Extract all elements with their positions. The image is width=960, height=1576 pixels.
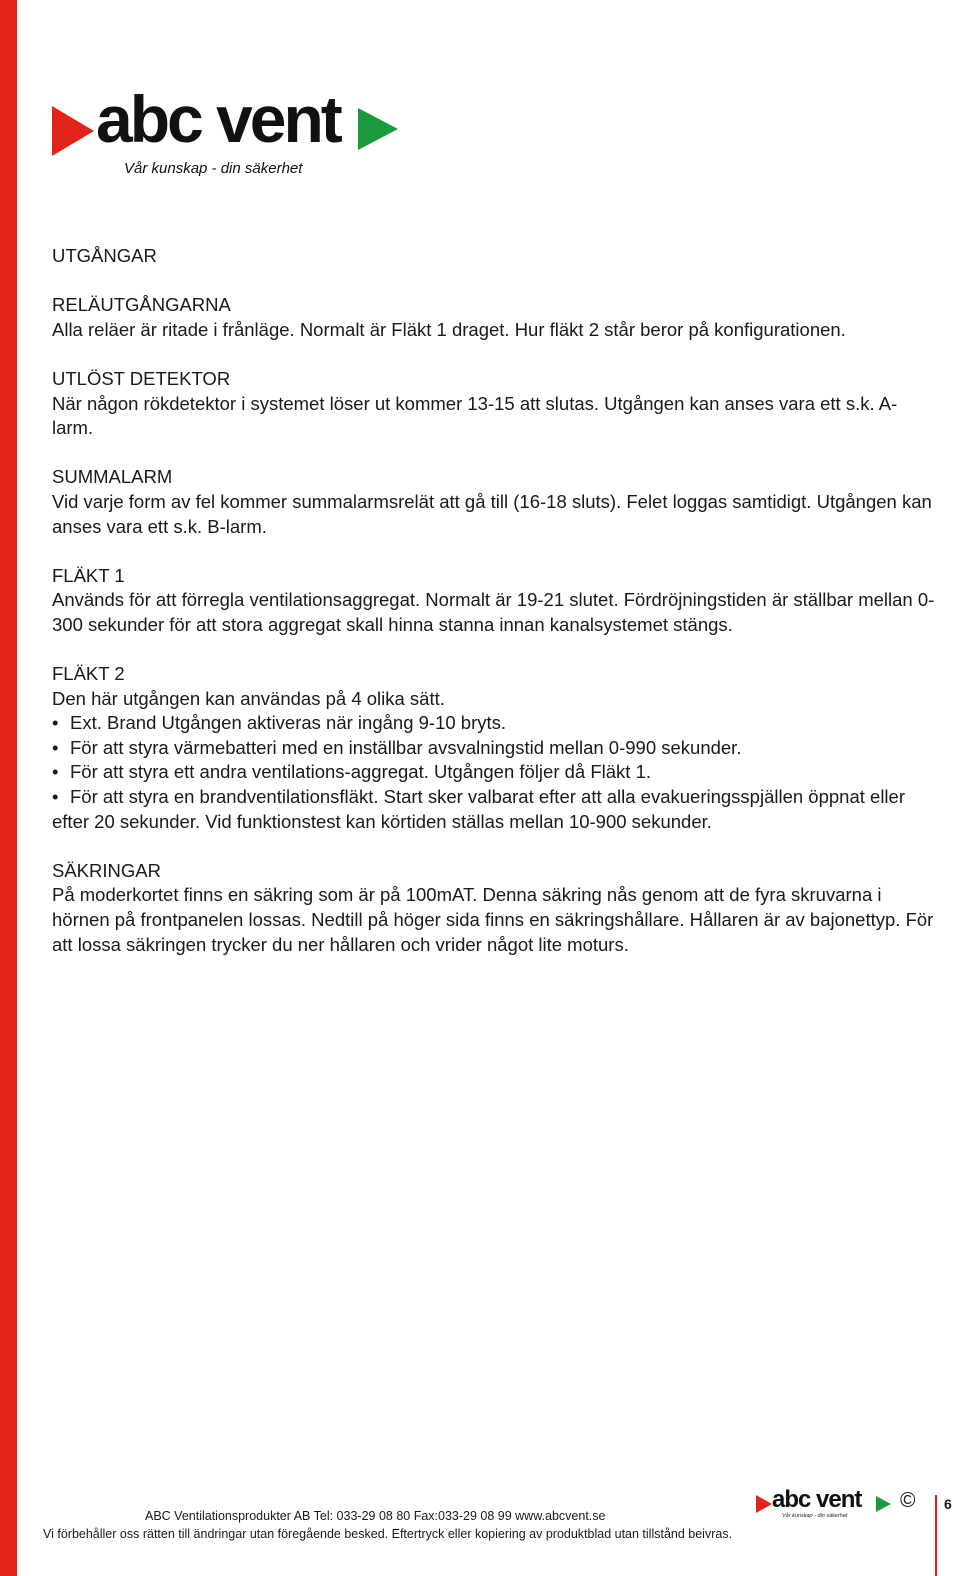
footer-company-line: ABC Ventilationsprodukter AB Tel: 033-29 08 80 Fax:033-29 08 99 www.abcvent.se bbox=[145, 1509, 606, 1523]
footer-logo bbox=[756, 1486, 896, 1526]
section-text: Alla reläer är ritade i frånläge. Normalt är Fläkt 1 draget. Hur fläkt 2 står beror på konfigurationen. bbox=[52, 318, 846, 340]
page-title: UTGÅNGAR bbox=[52, 245, 157, 266]
section-text: Vid varje form av fel kommer summalarmsrelät att gå till (16-18 sluts). Felet loggas samtidigt. Utgången kan anses vara ett s.k. B-larm. bbox=[52, 490, 932, 537]
footer-logo-green-triangle-icon bbox=[876, 1496, 891, 1512]
logo-wordmark: abc vent bbox=[96, 82, 340, 156]
section-heading: RELÄUTGÅNGARNA bbox=[52, 294, 231, 316]
section-heading: FLÄKT 1 bbox=[52, 564, 125, 586]
list-item: • Ext. Brand Utgången aktiveras när ingång 9-10 bryts. bbox=[52, 711, 936, 736]
section-summalarm bbox=[52, 465, 936, 539]
section-text: När någon rökdetektor i systemet löser ut kommer 13-15 att slutas. Utgången kan anses vara ett s.k. A-larm. bbox=[52, 392, 898, 439]
list-item: • För att styra ett andra ventilations-aggregat. Utgången följer då Fläkt 1. bbox=[52, 760, 936, 785]
logo-green-triangle-icon bbox=[358, 108, 398, 150]
list-item: • För att styra en brandventilationsfläkt. Start sker valbarat efter att alla evakueringsspjällen öppnat eller efter 20 sekunder. Vid funktionstest kan körtiden ställas mellan 10-900 sekunder. bbox=[52, 785, 936, 834]
section-utlost-detektor bbox=[52, 367, 936, 441]
copyright-icon: © bbox=[900, 1489, 916, 1512]
section-heading: UTLÖST DETEKTOR bbox=[52, 367, 231, 389]
bullet-list bbox=[52, 711, 936, 834]
section-heading: SÄKRINGAR bbox=[52, 859, 161, 881]
section-text: Den här utgången kan användas på 4 olika sätt. bbox=[52, 687, 445, 709]
page-number: 6 bbox=[944, 1496, 952, 1512]
logo-tagline: Vår kunskap - din säkerhet bbox=[124, 160, 303, 177]
section-flakt-2 bbox=[52, 662, 936, 834]
left-red-margin-bar bbox=[0, 0, 17, 1576]
section-releutgangarna bbox=[52, 293, 936, 342]
footer-disclaimer: Vi förbehåller oss rätten till ändringar utan föregående besked. Eftertryck eller kopiering av produktblad utan tillstånd beivras. bbox=[43, 1527, 733, 1541]
section-text: På moderkortet finns en säkring som är på 100mAT. Denna säkring nås genom att de fyra skruvarna i hörnen på frontpanelen lossas. Nedtill på höger sida finns en säkringshållare. Hållaren är av bajonettyp. För att lossa säkringen trycker du ner hållaren och vrider något lite moturs. bbox=[52, 884, 934, 955]
logo-red-triangle-icon bbox=[52, 106, 94, 156]
list-item: • För att styra värmebatteri med en inställbar avsvalningstid mellan 0-990 sekunder. bbox=[52, 736, 936, 761]
page-number-divider bbox=[935, 1495, 937, 1576]
footer-logo-wordmark: abc vent bbox=[772, 1486, 862, 1513]
document-body bbox=[52, 244, 936, 982]
section-heading: FLÄKT 2 bbox=[52, 663, 125, 685]
section-text: Används för att förregla ventilationsaggregat. Normalt är 19-21 slutet. Fördröjningstiden är ställbar mellan 0-300 sekunder för att stora aggregat skall hinna stanna innan kanalsystemet stängs. bbox=[52, 589, 935, 635]
header-logo bbox=[52, 82, 412, 188]
section-flakt-1 bbox=[52, 564, 936, 638]
section-heading: SUMMALARM bbox=[52, 466, 173, 488]
section-sakringar bbox=[52, 859, 936, 957]
footer-logo-red-triangle-icon bbox=[756, 1495, 772, 1513]
page-title-block bbox=[52, 244, 936, 269]
footer-logo-tagline: Vår kunskap - din säkerhet bbox=[782, 1513, 848, 1519]
